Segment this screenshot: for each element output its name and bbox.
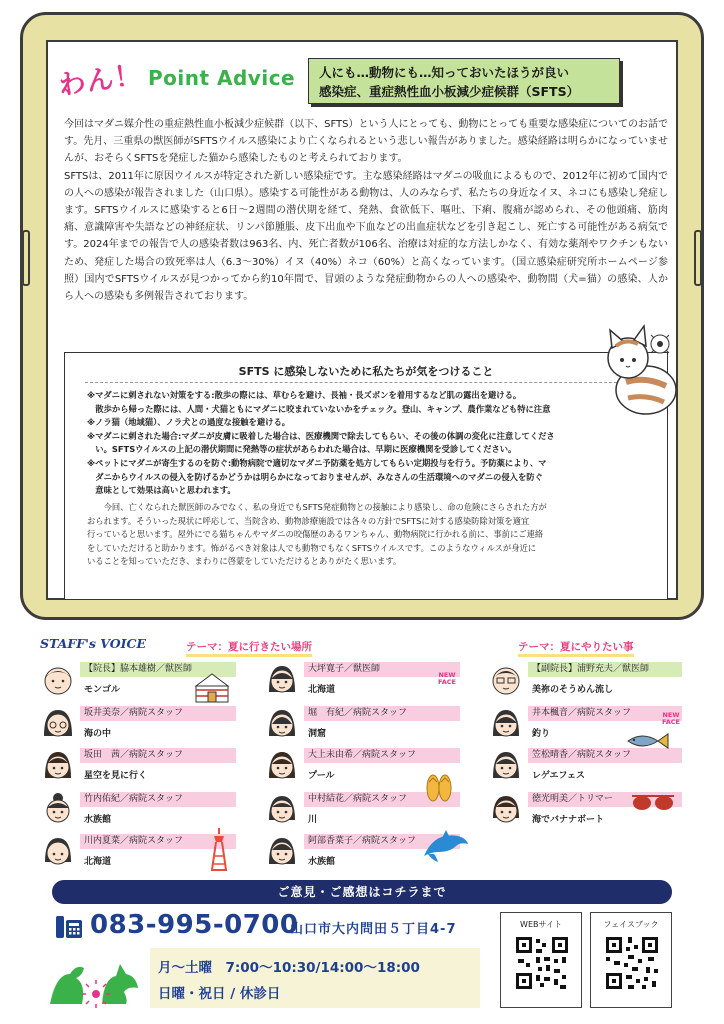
clipboard-clip-left xyxy=(22,230,30,286)
hours-weekday: 月〜土曜 7:00〜10:30/14:00〜18:00 xyxy=(158,960,420,976)
staff-name: 【副院長】浦野充夫／獣医師 xyxy=(528,662,682,677)
staff-avatar-icon xyxy=(488,748,524,784)
clinic-logo-icon xyxy=(44,948,144,1010)
staff-name: 井本楓音／病院スタッフ xyxy=(528,706,682,721)
facebook-qr-label: フェイスブック xyxy=(603,920,659,929)
staff-name: 川内夏菜／病院スタッフ xyxy=(80,834,236,849)
new-face-badge: NEW FACE xyxy=(438,671,456,686)
phone-number[interactable]: 083-995-0700 xyxy=(90,910,299,940)
staff-answer: 海の中 xyxy=(84,729,112,739)
prevention-line: ※ペットにマダニが寄生するのを防ぐ:動物病院で適切なマダニ予防薬を処方してもらい定期投与を行う。予防薬により、マ xyxy=(87,457,547,468)
staff-answer: 北海道 xyxy=(308,685,336,695)
prevention-box xyxy=(64,352,668,600)
prevention-line: ※マダニに刺された場合:マダニが皮膚に吸着した場合は、医療機関で除去してもらい、その後の体調の変化に注意してくださ xyxy=(87,430,555,441)
website-qr-label: WEBサイト xyxy=(520,920,562,929)
staff-answer: モンゴル xyxy=(84,685,121,695)
yurt-icon xyxy=(192,670,232,704)
staff-avatar-icon xyxy=(264,662,300,698)
staff-answer: 北海道 xyxy=(84,857,112,867)
website-qr[interactable] xyxy=(500,912,582,1008)
dolphin-icon xyxy=(420,826,470,866)
staff-avatar-icon xyxy=(264,748,300,784)
staff-name: 中村結花／病院スタッフ xyxy=(304,792,460,807)
staff-answer: 川 xyxy=(308,815,318,825)
article-title-line2: 感染症、重症熱性血小板減少症候群（SFTS） xyxy=(319,84,580,99)
note-line: 今回、亡くなられた獣医師のみでなく、私の身近でもSFTS発症動物との接触により感染し、命の危険にさらされた方が xyxy=(87,502,547,512)
fish-icon xyxy=(624,732,670,750)
staff-answer: レゲエフェス xyxy=(532,771,586,781)
prevention-line: ※マダニに刺されない対策をする:散歩の際には、草むらを避け、長袖・長ズボンを着用するなど肌の露出を避ける。 xyxy=(87,390,522,400)
staff-avatar-icon xyxy=(40,748,76,784)
staff-avatar-icon xyxy=(488,662,524,698)
wan-heading: わん！ xyxy=(56,59,145,102)
theme-summer-place: テーマ：夏に行きたい場所 xyxy=(186,641,312,653)
staff-avatar-icon xyxy=(40,706,76,742)
prevention-box-title: SFTS に感染しないために私たちが気をつけること xyxy=(238,365,494,378)
staff-avatar-icon xyxy=(264,792,300,828)
article-paragraph-1: 今回はマダニ媒介性の重症熱性血小板減少症候群（以下、SFTS）という人にとっても、動物にとっても重要な感染症についてのお話です。先月、三重県の獣医師がSFTSウイルス感染により亡くなられるという悲しい報告がありました。感染経路は明らかになっていませんが、おそらくSFTSを発症した猫から感染したものと考えられております。 xyxy=(64,119,668,165)
staff-voice-title: STAFF's VOICE xyxy=(40,636,146,651)
staff-avatar-icon xyxy=(488,706,524,742)
note-line: おられます。そういった現状に呼応して、当院含め、動物診療施設では各々の方針でSFTSに対する感染防除対策を適宜 xyxy=(87,515,530,526)
cat-illustration-icon xyxy=(598,318,688,418)
staff-answer: 水族館 xyxy=(84,815,112,825)
staff-avatar-icon xyxy=(40,662,76,698)
sandals-icon xyxy=(424,772,454,804)
prevention-line: 散歩から帰った際には、人間・犬猫ともにマダニに咬まれていないかをチェック。登山、キャンプ、農作業なども特に注意 xyxy=(87,403,551,414)
sunglasses-icon xyxy=(630,792,676,812)
divider xyxy=(85,382,647,383)
staff-name: 大坪寛子／獣医師 xyxy=(304,662,460,677)
facebook-qr[interactable] xyxy=(590,912,672,1008)
staff-avatar-icon xyxy=(40,792,76,828)
staff-answer: プール xyxy=(308,771,335,781)
staff-answer: 海でバナナボート xyxy=(532,815,605,825)
qr-code-icon xyxy=(514,935,570,991)
prevention-line: い。SFTSウイルスの上記の潜伏期間に発熱等の症状があらわれた場合は、早期に医療機関を受診してください。 xyxy=(87,444,517,455)
staff-entry xyxy=(40,746,240,786)
staff-name: 竹内佑紀／病院スタッフ xyxy=(80,792,236,807)
article-body xyxy=(64,116,668,305)
staff-name: 坂田 茜／病院スタッフ xyxy=(80,748,236,763)
note-line: いることを知っていただき、まわりに啓蒙をしていただけるとありがたく思います。 xyxy=(87,556,402,567)
qr-code-icon xyxy=(604,935,660,991)
prevention-note xyxy=(87,501,647,569)
article-paragraph-2: SFTSは、2011年に原因ウイルスが特定された新しい感染症です。主な感染経路はマダニの吸血によるもので、2012年に初めて国内での人への感染が報告されました（山口県）。感染する可能性がある動物は、人のみならず、私たちの身近なイヌ、ネコにも感染し発症します。SFTSウイルスに感染すると6日〜2週間の潜伏期を経て、発熱、食欲低下、嘔吐、下痢、腹痛が認められ、その他頭痛、筋肉痛、意識障害や失語などの神経症状、リンパ節腫脹、皮下出血や下血などの出血症状などを引き起こし、死亡する可能性がある病気です。2024年までの報告で人の感染者数は963名、内、死亡者数が106名、治療は対症的な方法しかなく、有効な薬剤やワクチンもないため、発症した場合の致死率は人（6.3〜30%）イヌ（40%）ネコ（60%）と高くなっています。（国立感染症研究所ホームページ参照）国内でSFTSウイルスが見つかってから約10年間で、冒頭のような発症動物からの人への感染や、動物間（犬=猫）の感染、人から人への感染も多例報告されております。 xyxy=(64,170,668,303)
staff-answer: 星空を見に行く xyxy=(84,771,148,781)
staff-avatar-icon xyxy=(40,834,76,870)
clinic-address: 山口市大内問田５丁目4-7 xyxy=(290,922,457,937)
article-title-line1: 人にも…動物にも…知っておいたほうが良い xyxy=(319,65,570,80)
point-advice-heading: Point Advice xyxy=(148,66,296,90)
contact-banner: ご意見・ご感想はコチラまで xyxy=(52,880,672,904)
staff-name: 【院長】脇本雄樹／獣医師 xyxy=(80,662,236,677)
tower-icon xyxy=(206,826,232,872)
phone-icon xyxy=(54,914,84,940)
staff-entry xyxy=(488,746,688,786)
new-face-badge: NEW FACE xyxy=(662,711,680,726)
staff-name: 大上未由希／病院スタッフ xyxy=(304,748,460,763)
staff-name: 笠松晴香／病院スタッフ xyxy=(528,748,682,763)
staff-avatar-icon xyxy=(264,834,300,870)
staff-avatar-icon xyxy=(264,706,300,742)
staff-avatar-icon xyxy=(488,792,524,828)
staff-answer: 水族館 xyxy=(308,857,336,867)
staff-answer: 美祢のそうめん流し xyxy=(532,685,614,695)
clipboard-clip-right xyxy=(694,230,702,286)
staff-answer: 洞窟 xyxy=(308,729,327,739)
staff-name: 坂井美奈／病院スタッフ xyxy=(80,706,236,721)
prevention-line: 意味として効果は高いと思われます。 xyxy=(87,485,236,496)
staff-entry xyxy=(40,704,240,744)
staff-entry xyxy=(488,660,688,700)
staff-answer: 釣り xyxy=(532,729,551,739)
prevention-line: ダニからウイルスの侵入を防げるかどうかは明らかになっておりませんが、みなさんの生活環境へのマダニの侵入を防ぐ xyxy=(87,471,543,482)
hours-holiday: 日曜・祝日 / 休診日 xyxy=(158,986,281,1002)
staff-entry xyxy=(40,790,240,830)
staff-name: 徳光明美／トリマー xyxy=(528,792,682,807)
staff-entry xyxy=(264,704,474,744)
opening-hours xyxy=(150,948,480,1008)
article-title-box xyxy=(308,58,620,104)
staff-name: 堀 有紀／病院スタッフ xyxy=(304,706,460,721)
theme-summer-activity: テーマ：夏にやりたい事 xyxy=(518,641,634,653)
staff-name: 阿部香菜子／病院スタッフ xyxy=(304,834,460,849)
prevention-line: ※ノラ猫（地域猫）、ノラ犬との過度な接触を避ける。 xyxy=(87,417,291,428)
note-line: 行っていると思います。屋外にでる猫ちゃんやマダニの咬傷歴のあるワンちゃん、動物病院に行かれる前に、事前にご連絡 xyxy=(87,529,544,540)
note-line: をしていただけると助かります。怖がるべき対象は人でも動物でもなくSFTSウイルスです。このようなウィルスが身近に xyxy=(87,542,537,553)
prevention-list xyxy=(87,389,647,498)
